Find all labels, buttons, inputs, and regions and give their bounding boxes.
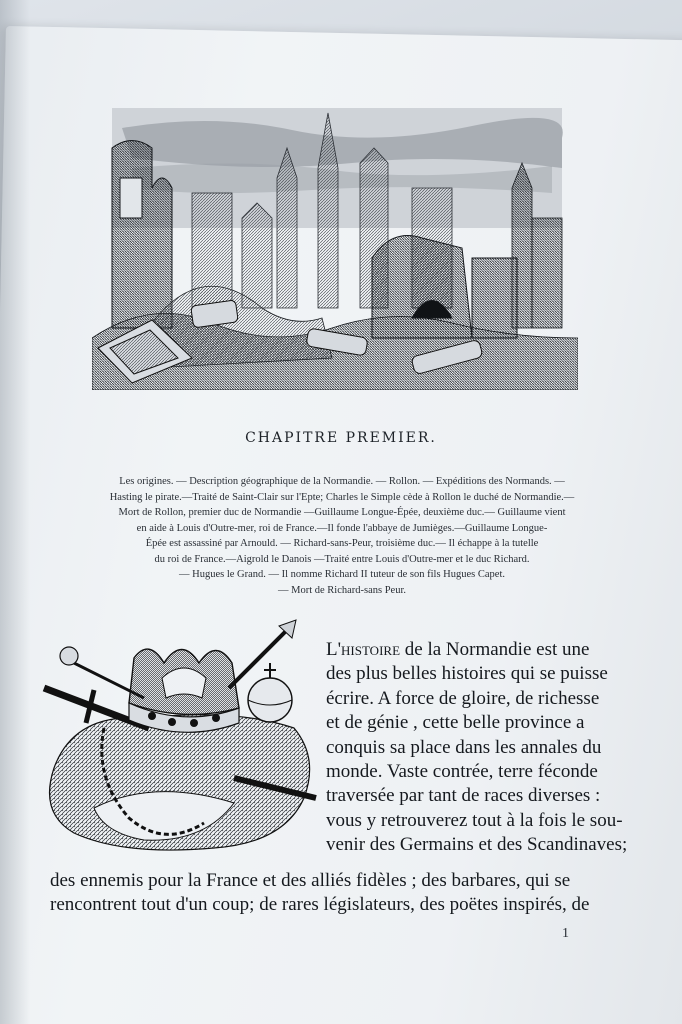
dropcap-word: L'histoire xyxy=(326,639,401,660)
body-line: rencontrent tout d'un coup; de rares législateurs, des poëtes inspirés, de xyxy=(50,894,590,916)
first-line-rest: de la Normandie est une xyxy=(400,639,590,660)
body-line: venir des Germains et des Scandinaves; xyxy=(326,834,628,856)
body-first-line xyxy=(326,638,626,662)
summary-line: — Hugues le Grand. — Il nomme Richard II tuteur de son fils Hugues Capet. xyxy=(178,569,505,580)
body-line: traversée par tant de races diverses : xyxy=(326,785,601,807)
summary-line: Hasting le pirate.—Traité de Saint-Clair sur l'Epte; Charles le Simple cède à Rollon le duché de Normandie.— xyxy=(109,491,575,503)
summary-line: Mort de Rollon, premier duc de Normandie —Guillaume Longue-Épée, deuxième duc.— Guillaume vient xyxy=(118,507,566,518)
summary-line: — Mort de Richard-sans Peur. xyxy=(277,584,407,596)
chapter-summary xyxy=(86,474,598,598)
summary-line: du roi de France.—Aigrold le Danois —Traité entre Louis d'Outre-mer et le duc Richard. xyxy=(154,553,530,565)
body-line: écrire. A force de gloire, de richesse xyxy=(326,687,600,709)
body-line: et de génie , cette belle province a xyxy=(326,712,585,734)
chapter-title: CHAPITRE PREMIER. xyxy=(245,430,437,446)
crown-regalia-engraving xyxy=(34,618,324,864)
summary-line: en aide à Louis d'Outre-mer, roi de France.—Il fonde l'abbaye de Jumièges.—Guillaume Longue- xyxy=(136,522,548,534)
body-paragraph-column xyxy=(326,638,626,858)
summary-line: Les origines. — Description géographique de la Normandie. — Rollon. — Expéditions des Normands. — xyxy=(119,476,565,487)
page-fold-shadow xyxy=(0,0,30,1024)
body-line: monde. Vaste contrée, terre féconde xyxy=(326,761,598,783)
body-line: vous y retrouverez tout à la fois le sou- xyxy=(326,809,623,831)
body-paragraph-full xyxy=(50,869,650,918)
body-line: des ennemis pour la France et des alliés fidèles ; des barbares, qui se xyxy=(50,870,571,891)
page-number: 1 xyxy=(562,926,569,941)
ruins-cathedral-engraving xyxy=(92,108,578,390)
body-line: des plus belles histoires qui se puisse xyxy=(326,663,608,685)
summary-line: Épée est assassiné par Arnould. — Richard-sans-Peur, troisième duc.— Il échappe à la tutelle xyxy=(145,538,539,549)
body-line: conquis sa place dans les annales du xyxy=(326,736,602,758)
